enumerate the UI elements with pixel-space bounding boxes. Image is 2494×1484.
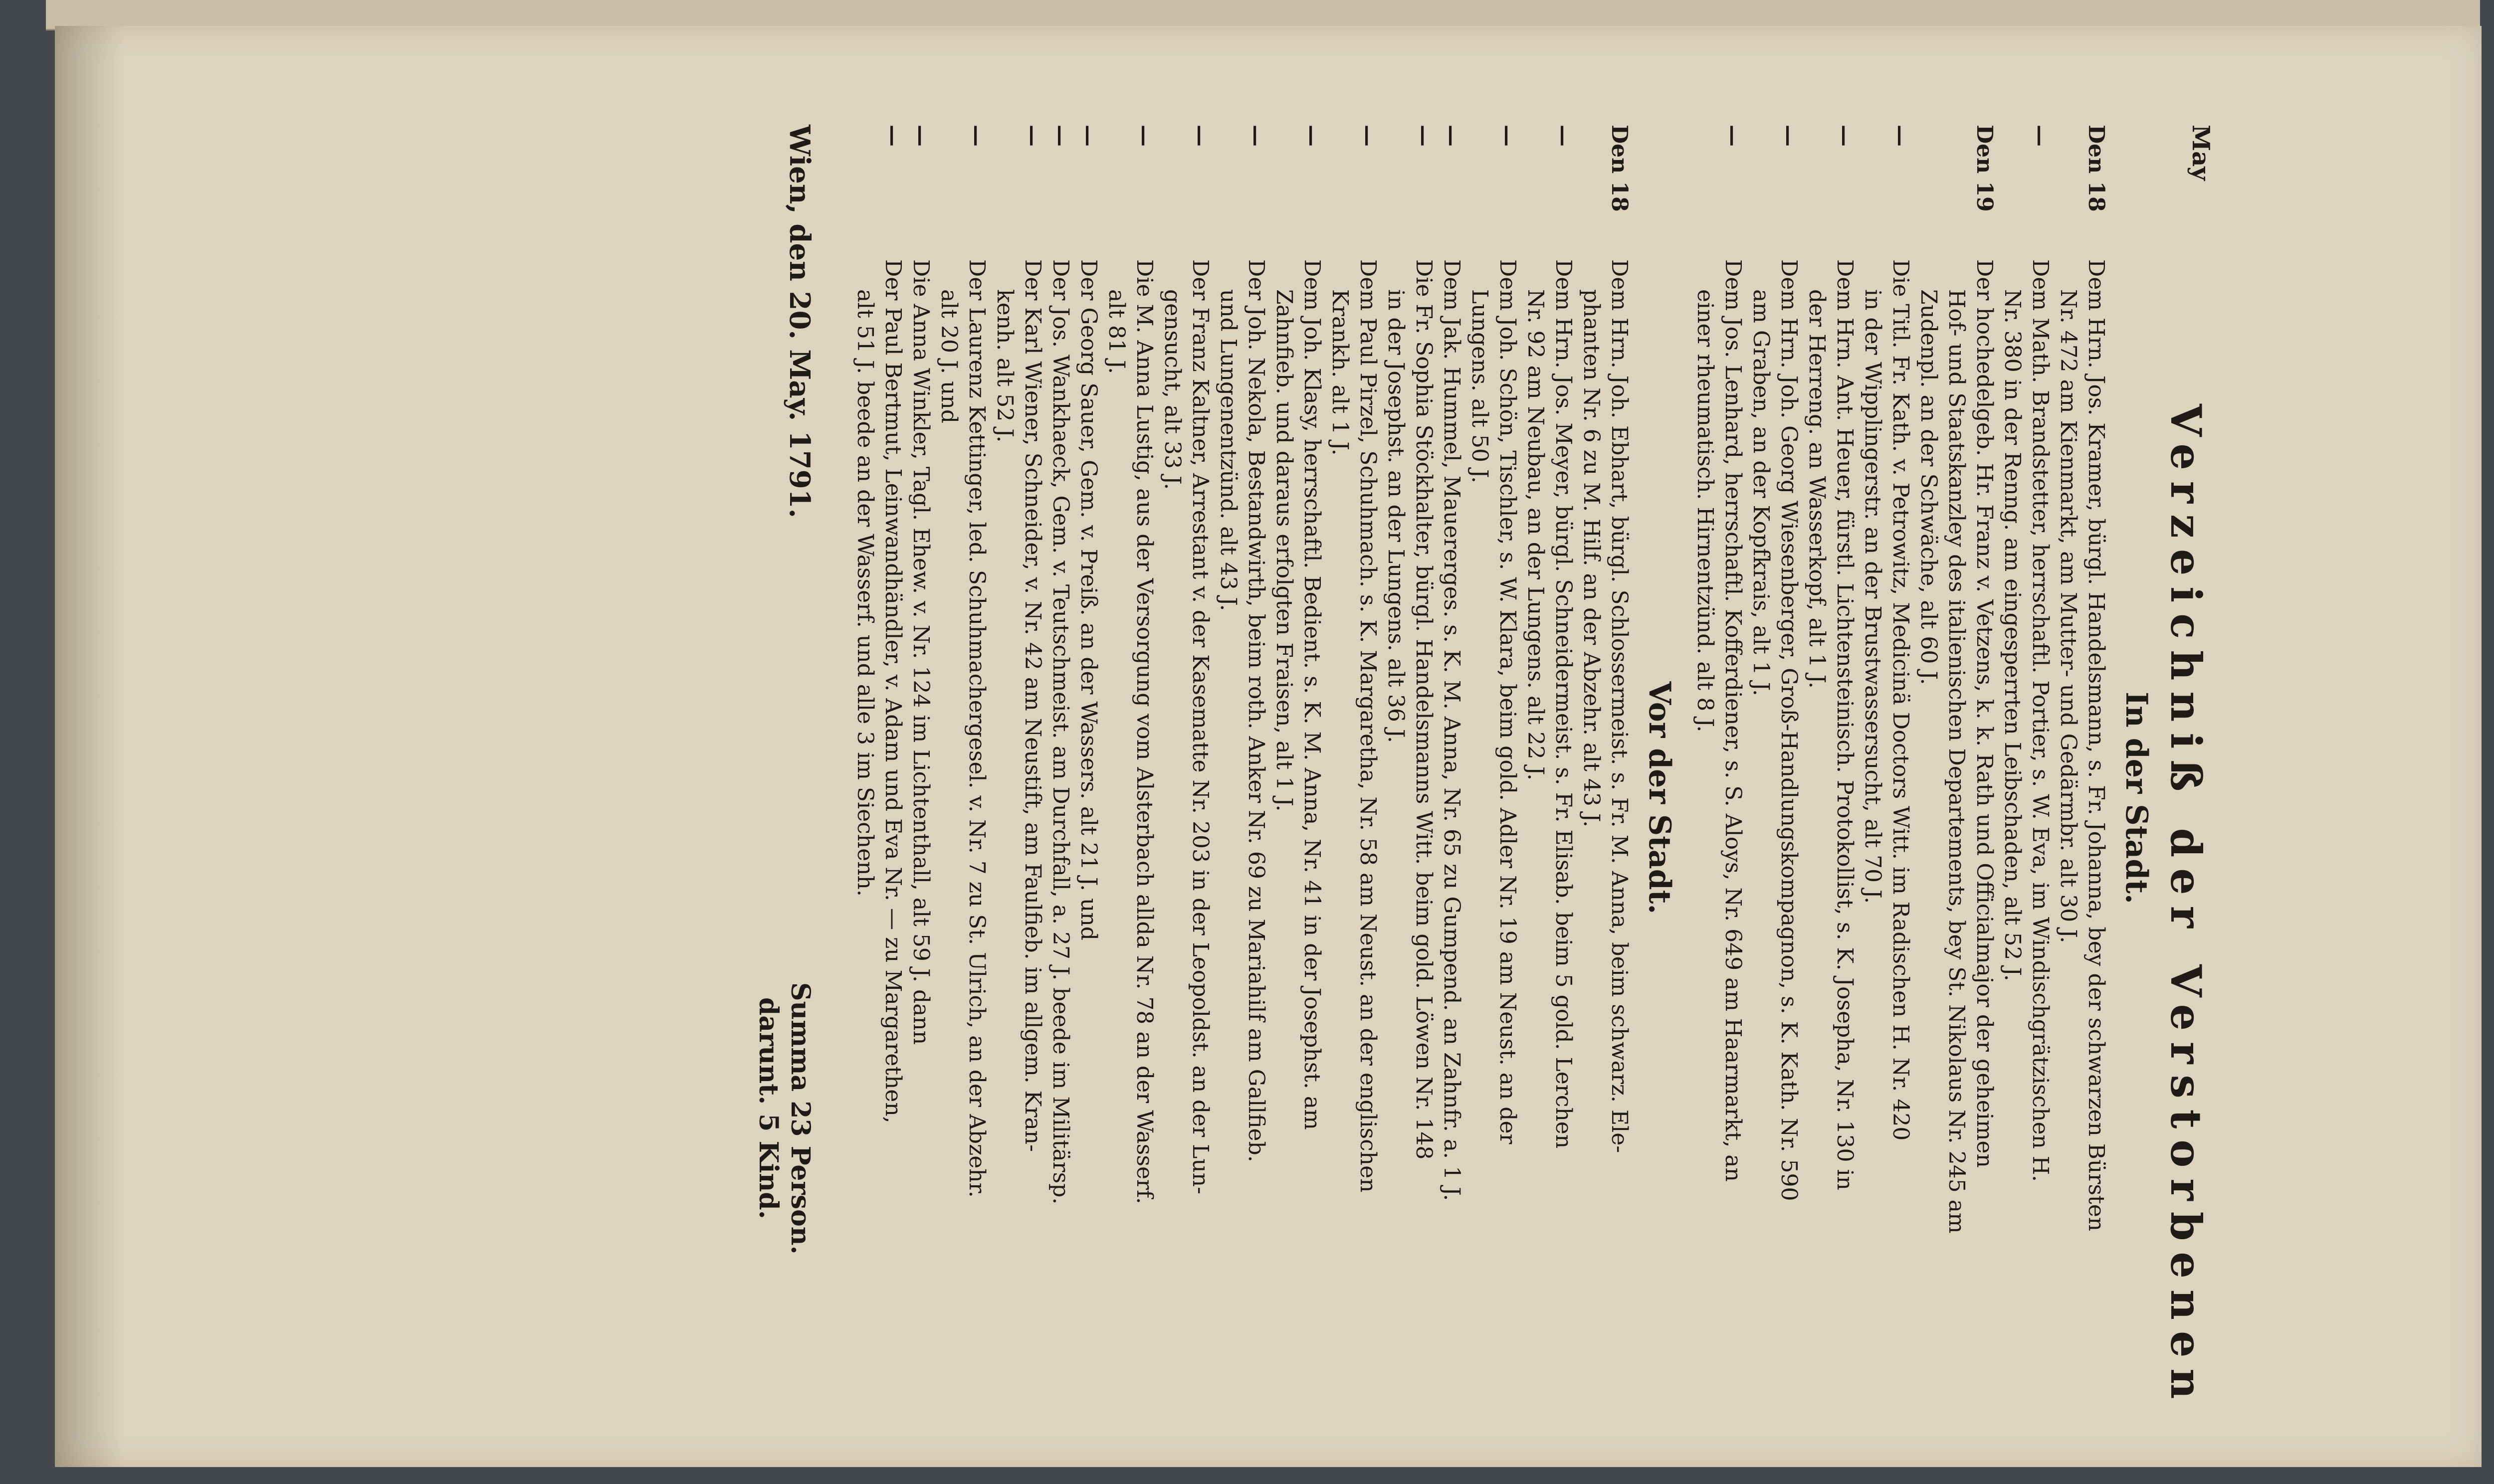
entry-line: am Graben, an der Kopfkrais, alt 1 J. (1748, 289, 1774, 696)
death-entry (1382, 125, 1438, 1471)
entry-line: Die Anna Winkler, Tagl. Ehew. v. Nr. 124 im Lichtenthall, alt 59 J. dann (908, 259, 934, 1045)
entry-text (1465, 259, 1521, 1471)
entry-line: Der Franz Kaltner, Arrestant v. der Kasematte Nr. 203 in der Leopoldst. an der Lun- (1188, 259, 1213, 1195)
entry-line: Zahnfieb. und daraus erfolgten Fraisen, alt 1 J. (1271, 289, 1297, 812)
entry-line: phanten Nr. 6 zu M. Hilf. an der Abzehr. alt 43 J. (1579, 289, 1604, 828)
entry-line: Hof- und Staatskanzley des italienischen Departements, bey St. Nikolaus Nr. 245 am (1944, 289, 1969, 1234)
entry-text (1270, 259, 1326, 1471)
entry-line: der Herreng. an Wasserkopf, alt 1 J. (1804, 289, 1830, 689)
death-entry (2054, 125, 2110, 1471)
entry-line: Zudenpl. an der Schwäche, alt 60 J. (1916, 289, 1941, 685)
entry-line: Dem Hrn. Joh. Georg Wiesenberger, Groß-Handlungskompagnon, s. K. Kath. Nr. 590 (1776, 259, 1802, 1201)
entry-date: — (1439, 125, 1464, 147)
entry-line: in der Wipplingerstr. an der Brustwassersucht, alt 70 J. (1860, 289, 1885, 904)
entry-date: — (1020, 125, 1045, 147)
death-entry (1438, 125, 1465, 1471)
death-entry (1465, 125, 1521, 1471)
entry-line: alt 81 J. (1104, 289, 1129, 374)
entry-line: Der Georg Sauer, Gem. v. Preiß. an der Wassers. alt 21 J. und (1076, 259, 1101, 940)
death-entry (935, 125, 991, 1471)
city-entry-list (1691, 125, 2110, 1471)
entry-text (1998, 259, 2054, 1471)
entry-line: Der Laurenz Kettinger, led. Schuhmachergesel. v. Nr. 7 zu St. Ulrich, an der Abzehr. (964, 259, 990, 1198)
entry-line: Dem Hrn. Jos. Meyer, bürgl. Schneidermeist. s. Fr. Elisab. beim 5 gold. Lerchen (1551, 259, 1576, 1149)
entry-text (1747, 259, 1803, 1471)
entry-line: Nr. 92 am Neubau, an der Lungens. alt 22 J. (1523, 289, 1548, 781)
entry-date: — (1495, 125, 1520, 147)
entry-text (1102, 259, 1158, 1471)
entry-line: Lungens. alt 50 J. (1467, 289, 1492, 484)
entry-line: Dem Hrn. Jos. Kramer, bürgl. Handelsmann, s. Fr. Johanna, bey der schwarzen Bürsten (2083, 259, 2109, 1232)
entry-text (1074, 259, 1102, 1471)
entry-date: — (1299, 125, 1325, 147)
entry-line: Dem Jak. Hummel, Mauererges. s. K. M. Anna, Nr. 65 zu Gumpend. an Zahnfr. a. 1 J. (1439, 259, 1464, 1201)
entry-line: Dem Joh. Klasy, herrschaftl. Bedient. s. K. M. Anna, Nr. 41 in der Josephst. am (1299, 259, 1325, 1130)
entry-date: — (1132, 125, 1157, 147)
darunter-children: darunt. 5 Kind. (753, 997, 784, 1219)
death-entry (1998, 125, 2054, 1471)
entry-line: Die M. Anna Lustig, aus der Versorgung vom Alsterbach allda Nr. 78 an der Wasserf. (1132, 259, 1157, 1204)
entry-text (1521, 259, 1577, 1471)
outside-entry-list (851, 125, 1633, 1471)
entry-line: kenh. alt 52 J. (992, 289, 1018, 443)
entry-text (935, 259, 991, 1471)
entry-text (1438, 259, 1465, 1471)
entry-line: Der Jos. Wankhaeck, Gem. v. Teutschmeist. am Durchfall, a. 27 J. beede im Militärsp. (1048, 259, 1073, 1205)
death-entry (1521, 125, 1577, 1471)
entry-text (851, 259, 907, 1471)
entry-text (1382, 259, 1438, 1471)
entry-line: Der Karl Wiener, Schneider, v. Nr. 42 am Neustift, am Faulfieb. im allgem. Kran- (1020, 259, 1045, 1152)
death-entry (1046, 125, 1074, 1471)
death-entry (1102, 125, 1158, 1471)
death-entry (1326, 125, 1382, 1471)
entry-date: — (1048, 125, 1073, 147)
death-entry (1747, 125, 1803, 1471)
death-entry (1859, 125, 1914, 1471)
entry-date: Den 18 (1607, 125, 1632, 212)
section-title-city: In der Stadt. (2119, 692, 2154, 904)
entry-line: Dem Paul Pirzel, Schuhmach. s. K. Margaretha, Nr. 58 am Neust. an der englischen (1355, 259, 1381, 1193)
entry-line: Nr. 380 in der Renng. am eingesperrten Leibschaden, alt 52 J. (2000, 289, 2025, 981)
rotated-text-block (668, 125, 2215, 1471)
entry-line: Dem Jos. Lenhard, herrschaftl. Kofferdiener, s. S. Aloys, Nr. 649 am Haarmarkt, an (1720, 259, 1746, 1182)
entry-date: — (1888, 125, 1913, 147)
entry-line: alt 20 J. und (936, 289, 962, 423)
death-entry (1803, 125, 1859, 1471)
entry-line: und Lungenentzünd. alt 43 J. (1216, 289, 1241, 611)
entry-line: Der Joh. Nekola, Bestandwirth, beim roth. Anker Nr. 69 zu Mariahilf am Gallfieb. (1244, 259, 1269, 1162)
entry-text (991, 259, 1046, 1471)
entry-date: — (1832, 125, 1858, 147)
entry-line: Dem Joh. Schön, Tischler, s. W. Klara, beim gold. Adler Nr. 19 am Neust. an der (1495, 259, 1520, 1144)
entry-line: alt 51 J. beede an der Wasserf. und alle 3 im Siechenh. (852, 289, 878, 897)
footer-place-date: Wien, den 20. May. 1791. (783, 125, 816, 519)
summa-persons: Summa 23 Person. (785, 982, 816, 1255)
entry-date: — (1076, 125, 1101, 147)
entry-date: — (2028, 125, 2053, 147)
entry-line: Dem Math. Brandstetter, herrschaftl. Portier, s. W. Eva, im Windischgrätzischen H. (2028, 259, 2053, 1182)
main-title: Verzeichniß der Verstorbenen (2161, 404, 2211, 1410)
entry-text (1577, 259, 1633, 1471)
entry-date: — (1720, 125, 1746, 147)
entry-date: — (908, 125, 934, 147)
death-entry (1691, 125, 1747, 1471)
entry-text (1046, 259, 1074, 1471)
entry-date: — (1355, 125, 1381, 147)
entry-text (907, 259, 935, 1471)
entry-text (1691, 259, 1747, 1471)
death-entry (1074, 125, 1102, 1471)
header-row (2160, 125, 2215, 1471)
entry-text (1914, 259, 1998, 1471)
footer-summary (752, 982, 816, 1255)
death-entry (1270, 125, 1326, 1471)
month-label: May (2187, 125, 2215, 181)
death-entry (1158, 125, 1214, 1471)
entry-date: — (1411, 125, 1437, 147)
entry-line: Der hochedelgeb. Hr. Franz v. Vetzens, k. k. Rath und Officialmajor der geheimen (1972, 259, 1997, 1168)
entry-date: Den 18 (2083, 125, 2109, 212)
entry-line: Die Titl. Fr. Kath. v. Petrowitz, Medicinä Doctors Witt. im Radischen H. Nr. 420 (1888, 259, 1913, 1141)
entry-date: — (1776, 125, 1802, 147)
entry-line: Nr. 472 am Kienmarkt, am Mutter- und Gedärmbr. alt 30 J. (2056, 289, 2081, 943)
entry-date: — (880, 125, 906, 147)
entry-text (2054, 259, 2110, 1471)
section-title-outside: Vor der Stadt. (1642, 681, 1677, 915)
entry-line: Der Paul Bertmut, Leinwandhändler, v. Adam und Eva Nr. — zu Margarethen, (880, 259, 906, 1123)
footer (716, 125, 816, 1471)
death-entry (851, 125, 907, 1471)
death-entry (1914, 125, 1998, 1471)
entry-date: — (1188, 125, 1213, 147)
entry-line: gensucht, alt 33 J. (1160, 289, 1185, 490)
entry-date: — (1244, 125, 1269, 147)
death-entry (1577, 125, 1633, 1471)
entry-line: in der Josephst. an der Lungens. alt 36 J. (1383, 289, 1409, 743)
death-entry (991, 125, 1046, 1471)
entry-line: Die Fr. Sophia Stöckhalter, bürgl. Handelsmanns Witt. beim gold. Löwen Nr. 148 (1411, 259, 1437, 1160)
death-entry (907, 125, 935, 1471)
entry-line: einer rheumatisch. Hirnentzünd. alt 8 J. (1692, 289, 1718, 733)
entry-text (1859, 259, 1914, 1471)
entry-text (1158, 259, 1214, 1471)
entry-text (1326, 259, 1382, 1471)
entry-line: Krankh. alt 1 J. (1327, 289, 1353, 456)
death-entry (1214, 125, 1270, 1471)
entry-date: Den 19 (1972, 125, 1997, 212)
entry-line: Dem Hrn. Joh. Ebhart, bürgl. Schlossermeist. s. Fr. M. Anna, beim schwarz. Ele- (1607, 259, 1632, 1153)
entry-date: — (964, 125, 990, 147)
entry-line: Dem Hrn. Ant. Heuer, fürstl. Lichtensteinisch. Protokollist, s. K. Josepha, Nr. 130 in (1832, 259, 1858, 1190)
entry-text (1214, 259, 1270, 1471)
entry-text (1803, 259, 1859, 1471)
entry-date: — (1551, 125, 1576, 147)
